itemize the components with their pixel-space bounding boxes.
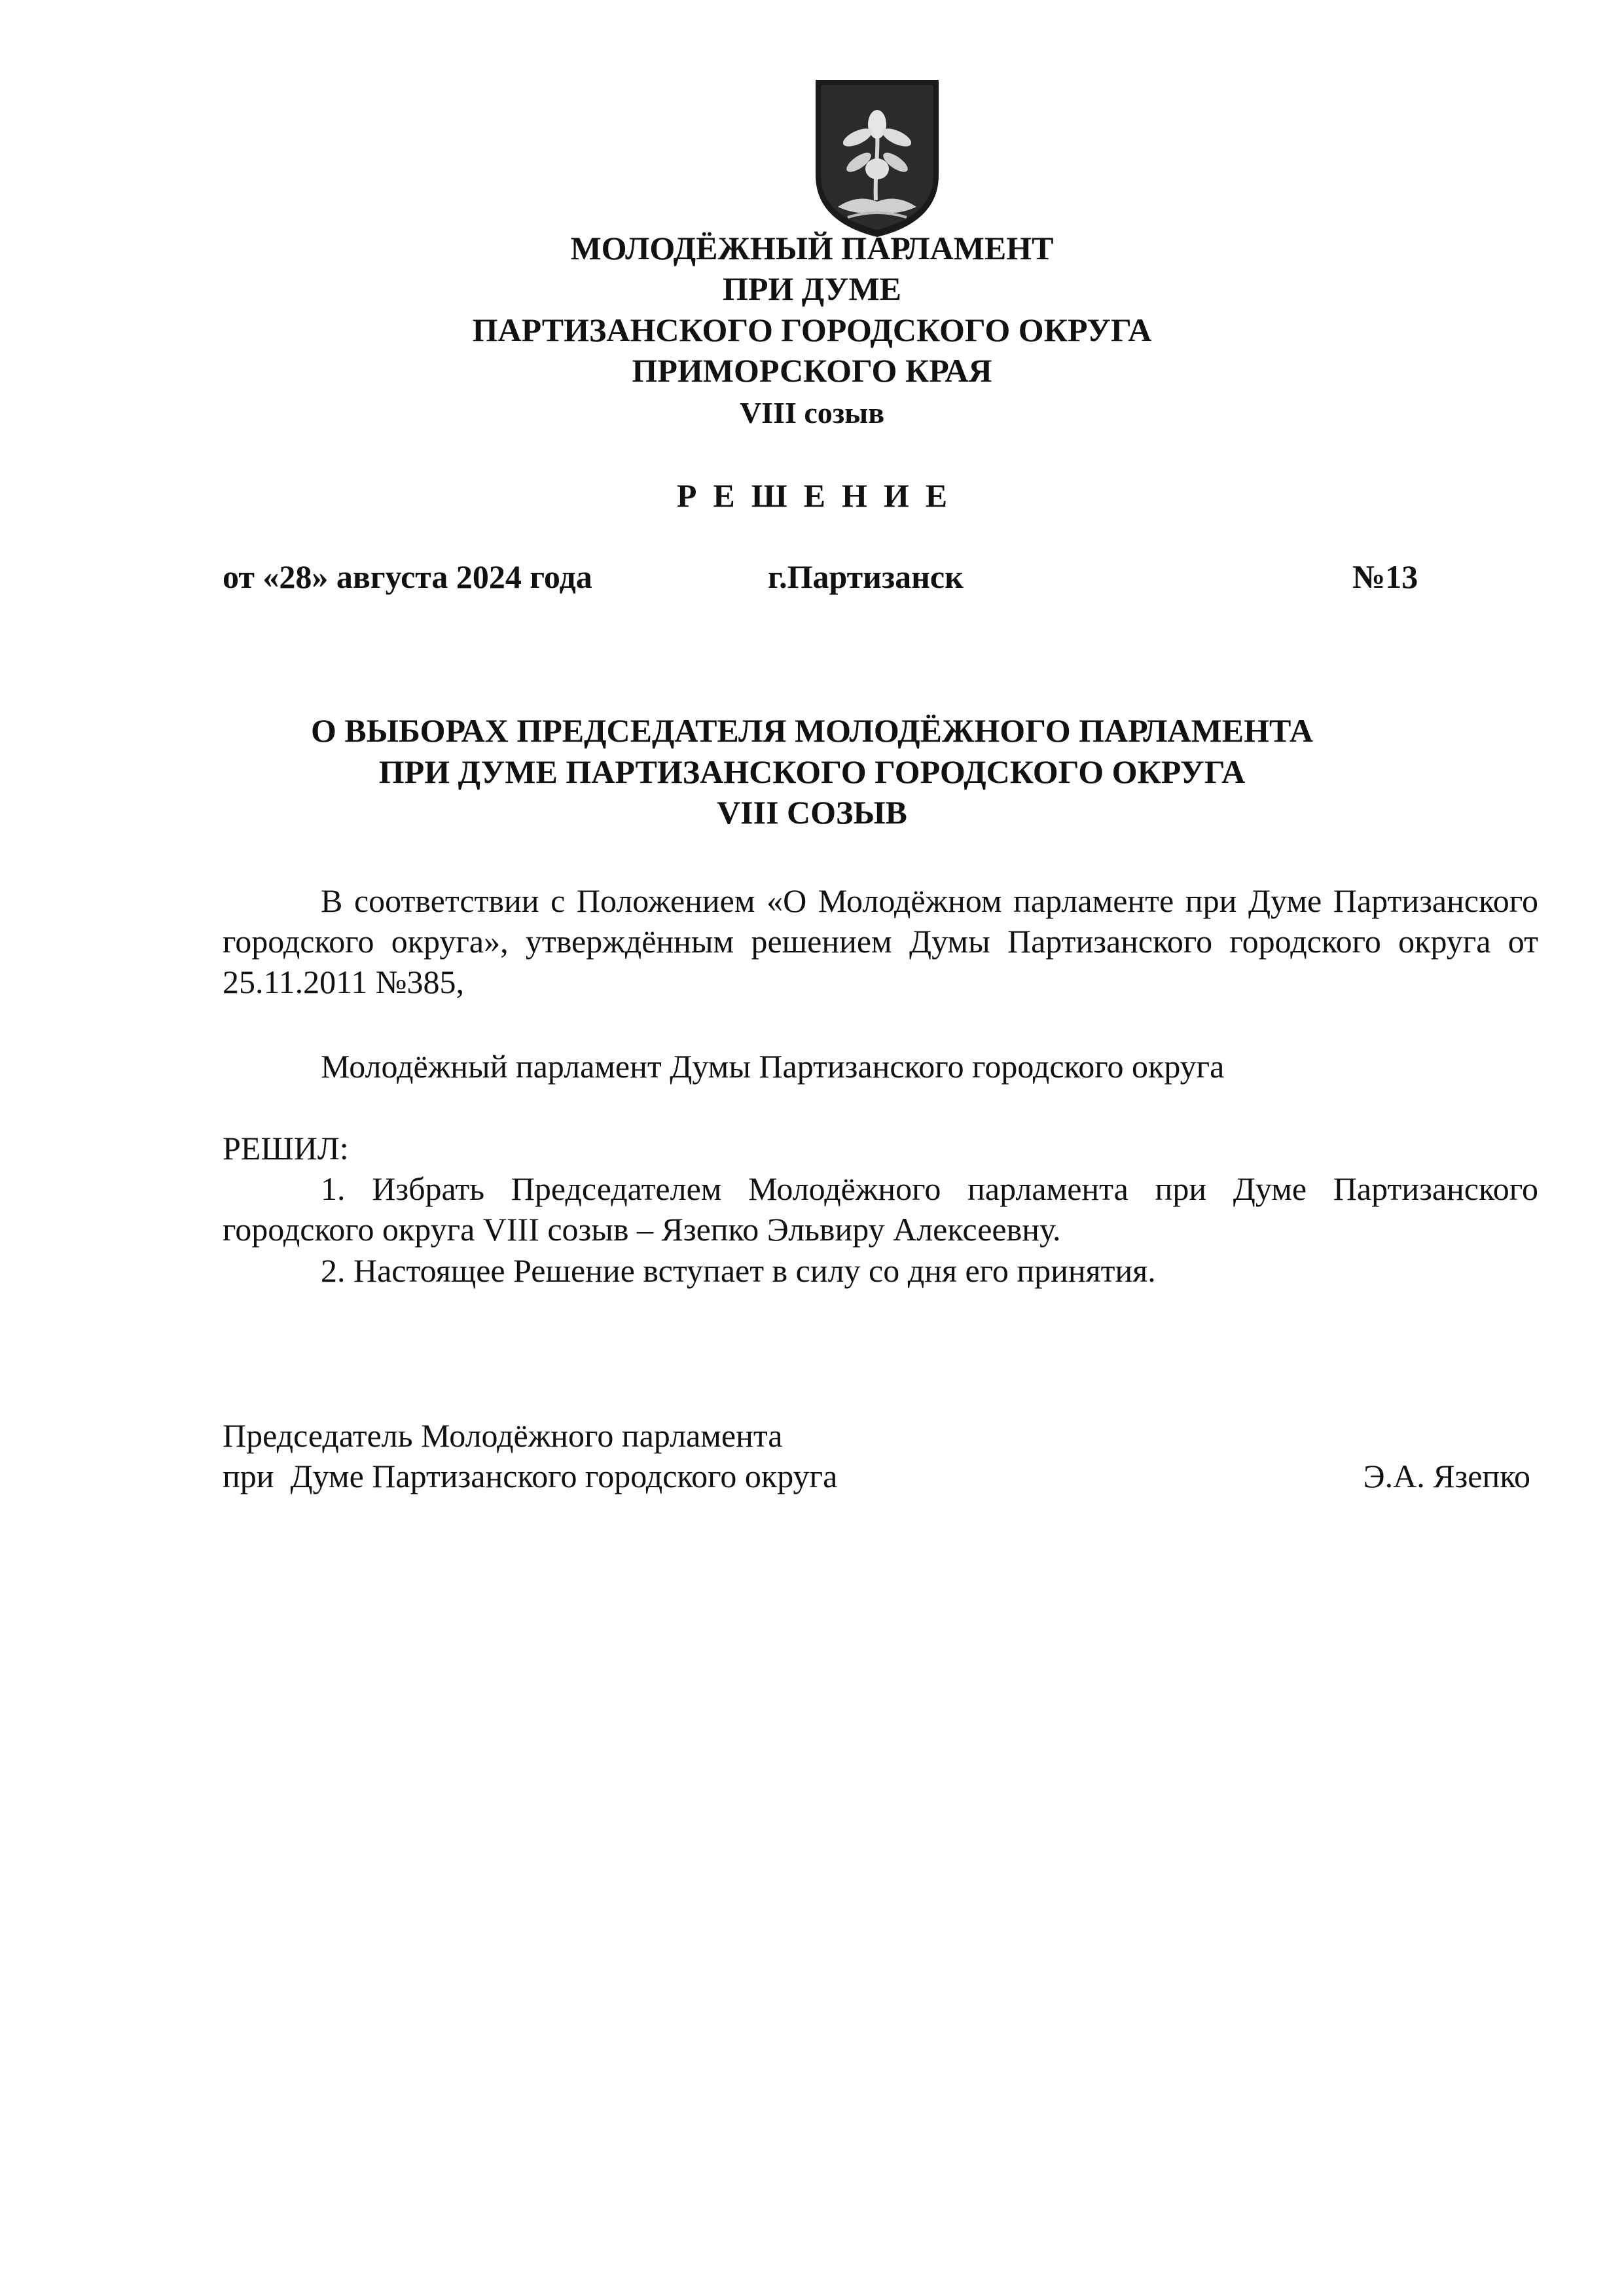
document-title-line: О ВЫБОРАХ ПРЕДСЕДАТЕЛЯ МОЛОДЁЖНОГО ПАРЛАМЕНТА — [311, 712, 1313, 749]
org-name-line: МОЛОДЁЖНЫЙ ПАРЛАМЕНТ — [570, 230, 1054, 266]
org-name-line: ПРИ ДУМЕ — [722, 270, 902, 307]
preamble-paragraph: В соответствии с Положением «О Молодёжном парламенте при Думе Партизанского городского округа», утверждённым решением Думы Партизанского городского округа от 25.11.2011 №385, — [223, 882, 1538, 1000]
decision-item: 2. Настоящее Решение вступает в силу со дня его принятия. — [321, 1252, 1156, 1289]
org-name-line: ПРИМОРСКОГО КРАЯ — [632, 352, 992, 389]
document-type: РЕШЕНИЕ — [676, 477, 964, 514]
decision-item: 1. Избрать Председателем Молодёжного парламента при Думе Партизанского городского округа VIII созыв – Язепко Эльвиру Алексеевну. — [223, 1170, 1538, 1248]
signatory-position-line: при Думе Партизанского городского округа — [223, 1458, 838, 1494]
actor-paragraph: Молодёжный парламент Думы Партизанского городского округа — [321, 1048, 1225, 1085]
document-date: от «28» августа 2024 года — [223, 558, 592, 595]
document-number: №13 — [1352, 558, 1418, 595]
signatory-name: Э.А. Язепко — [1363, 1458, 1530, 1494]
document-title-line: ПРИ ДУМЕ ПАРТИЗАНСКОГО ГОРОДСКОГО ОКРУГА — [378, 753, 1246, 790]
convocation-label: VIII созыв — [739, 396, 885, 429]
decided-label: РЕШИЛ: — [223, 1130, 349, 1166]
document-city: г.Партизанск — [768, 558, 964, 595]
signatory-position-line: Председатель Молодёжного парламента — [223, 1417, 783, 1454]
org-name-line: ПАРТИЗАНСКОГО ГОРОДСКОГО ОКРУГА — [472, 312, 1152, 348]
document-title-line: VIII СОЗЫВ — [717, 794, 907, 831]
coat-of-arms-icon — [812, 77, 943, 238]
signatory-position — [223, 1415, 837, 1496]
